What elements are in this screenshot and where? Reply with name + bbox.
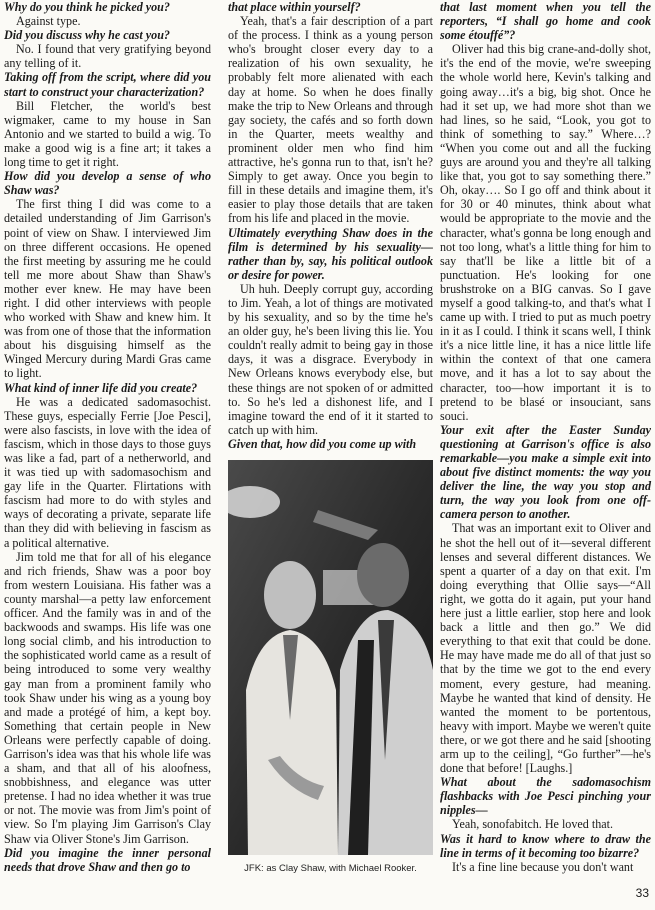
interview-question: that last moment when you tell the reporters, “I shall go home and cook some étouffé”? (440, 0, 651, 43)
interview-answer: Against type. (16, 14, 81, 29)
interview-question: that place within yourself? (228, 0, 361, 14)
interview-question: Was it hard to know where to draw the line in terms of it becoming too bizarre? (440, 831, 651, 860)
interview-question: What kind of inner life did you create? (4, 380, 198, 395)
interview-answer: Oliver had this big crane-and-dolly shot, it's the end of the movie, we're sweeping the whole world here, Kevin's talking and going away…it's a big, big shot. Once he had it set up, we had more shot than we had lines, so he said, “Look, you got to think of something to say.” Where…? “When you come out and all the fucking guys are around you and they're all talking like that, you got to say something there.” Oh, okay…. So I go off and think about it for 30 or 40 minutes, think about what would be appropriate to the movie and the character, what's gonna be long enough and not too long, what's a little thing for him to say that'll be like a little bit of a punctuation. He's looking for one brushstroke on a BIG canvas. So I gave myself a good talking-to, and that's what I came up with. I tried to put as much poetry in it as I could. I think it scans well, I think it's a nice little line, it has a nice little life within the context of that one camera move, and it has a lot to say about the character, too—how important it is to pretend to be blasé or insouciant, sans souci. (440, 42, 651, 423)
interview-answer: It's a fine line because you don't want (452, 859, 634, 874)
interview-answer: Uh huh. Deeply corrupt guy, according to Jim. Yeah, a lot of things are motivated by his sexuality, and so by the time he's an older guy, he's been living this lie. You couldn't really admit to being gay in those days, it was a disgrace. Everybody in New Orleans knows everybody else, but these things are not spoken of or admitted to. So he's led a dishonest life, and I imagine toward the end of it it started to catch up with him. (228, 281, 433, 437)
photo-figure (228, 460, 433, 874)
interview-answer: The first thing I did was come to a detailed understanding of Jim Garrison's point of view on Shaw. I interviewed Jim on three different occasions. He opened the first meeting by assuring me he could tell me more about Shaw than Shaw's mother ever knew. He may have been right. I did other interviews with people who worked with Shaw and knew him. It was from one of those that the information about his disguising himself as the Winged Mercury during Mardi Gras came to light. (4, 197, 211, 381)
page-number: 33 (635, 886, 649, 900)
interview-question: Did you imagine the inner personal needs that drove Shaw and then go to (4, 845, 211, 874)
interview-answer: No. I found that very gratifying beyond any telling of it. (4, 42, 211, 71)
column-3 (440, 0, 651, 874)
interview-answer: Yeah, sonofabitch. He loved that. (452, 817, 613, 832)
interview-answer: Bill Fletcher, the world's best wigmaker, came to my house in San Antonio and we started to build a wig. To make a good wig is a fine art; it takes a long time to get it right. (4, 98, 211, 170)
column-2 (228, 0, 433, 451)
interview-question: Did you discuss why he cast you? (4, 28, 170, 43)
interview-question: Your exit after the Easter Sunday questioning at Garrison's office is also remarkable—you make a simple exit into about five distinct moments: the way you deliver the line, the way you stop and turn, the way you look from one off-camera person to another. (440, 422, 651, 522)
interview-question: Taking off from the script, where did you start to construct your characterization? (4, 70, 211, 99)
photo-illustration (228, 460, 433, 855)
interview-question: How did you develop a sense of who Shaw was? (4, 169, 211, 198)
interview-answer: Jim told me that for all of his elegance and rich friends, Shaw was a poor boy from western Louisiana. His father was a county marshal—a petty law enforcement officer. And the family was in and of the backwoods and swamps. His life was one long social climb, and his introduction to the sophisticated world came as a result of being introduced to some very wealthy gay man from a prominent family who took Shaw under his wing as a young boy and made a protégé of him, a kept boy. Something that certain people in New Orleans were perfectly capable of doing. Garrison's idea was that his whole life was a sham, and that all of his aloofness, snobbishness, and elegance was utter pretense. I had no idea whether it was true or not. The movie was from Jim's point of view. So I'm playing Jim Garrison's Clay Shaw via Oliver Stone's Jim Garrison. (4, 549, 211, 846)
interview-question: Ultimately everything Shaw does in the film is determined by his sexuality—rather than by, say, his political outlook or desire for power. (228, 225, 433, 282)
interview-question: What about the sadomasochism flashbacks with Joe Pesci pinching your nipples— (440, 775, 651, 818)
interview-question: Why do you think he picked you? (4, 0, 170, 14)
interview-answer: That was an important exit to Oliver and he shot the hell out of it—several different lenses and several different distances. We spent a quarter of a day on that exit. I'm doing everything that Ollie says—“All right, we gotta do it again, put your hand here just a little earlier, stop here and look back a little and then go.” We did everything to that exit that could be done. He may have made me do all of that just so that by the time we got to the end every moment, every gesture, had meaning. Maybe he wanted that kind of density. He wanted the moment to be portentous, heavy with import. Maybe we weren't quite there, or we got there and he said [shooting arm up to the ceiling], “Go further”—he's done that before! [Laughs.] (440, 521, 651, 776)
interview-question: Given that, how did you come up with (228, 436, 417, 451)
interview-answer: He was a dedicated sadomasochist. These guys, especially Ferrie [Joe Pesci], were also fascists, in love with the idea of fascism, which in those days to those guys was like a fad, part of a netherworld, and it was tied up with sadomasochism and gay life in the Quarter. Flirtations with fascism had more to do with styles and ways of decorating a private, separate life than they did with believing in fascism as a political alternative. (4, 394, 211, 550)
film-still-photo (228, 460, 433, 855)
interview-answer: Yeah, that's a fair description of a part of the process. I think as a young person who's brought closer every day to a realization of his own sexuality, he probably felt more alienated with each day at home. So when he does finally make the trip to New Orleans and through gay society, the cafés and so forth down in the Quarter, meets wealthy and prominent older men who find him attractive, he's gonna run to that, isn't he? Simply to get away. Once you begin to fill in these details and imagine them, it's easier to play those details that are taken from his life and placed in the movie. (228, 14, 433, 226)
photo-caption: JFK: as Clay Shaw, with Michael Rooker. (244, 863, 417, 874)
column-1 (4, 0, 211, 874)
